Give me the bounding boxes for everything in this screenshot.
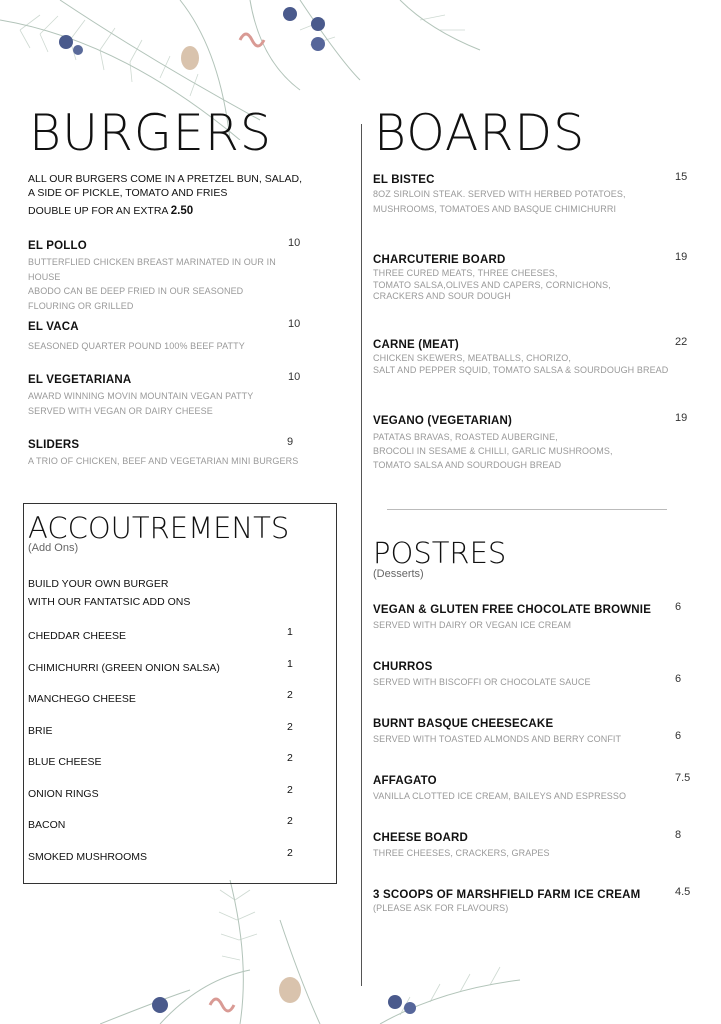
item-desc: VANILLA CLOTTED ICE CREAM, BAILEYS AND ESPRESSO bbox=[373, 791, 627, 801]
postres-title: POSTRES bbox=[373, 536, 507, 570]
menu-item bbox=[373, 828, 693, 861]
item-desc: SERVED WITH DAIRY OR VEGAN ICE CREAM bbox=[373, 620, 572, 630]
item-price: 19 bbox=[675, 412, 688, 424]
item-price: 6 bbox=[675, 730, 682, 742]
addon-item bbox=[28, 752, 298, 784]
addon-name: ONION RINGS bbox=[28, 787, 99, 800]
addon-name: BRIE bbox=[28, 724, 53, 737]
menu-item bbox=[373, 170, 693, 216]
item-price: 6 bbox=[675, 601, 682, 613]
item-desc: A TRIO OF CHICKEN, BEEF AND VEGETARIAN MINI BURGERS bbox=[28, 456, 299, 466]
double-up-line bbox=[28, 204, 302, 218]
item-desc: ABODO CAN BE DEEP FRIED IN OUR SEASONED bbox=[28, 286, 244, 296]
item-price: 9 bbox=[287, 436, 294, 448]
item-desc: TOMATO SALSA AND SOURDOUGH BREAD bbox=[373, 460, 562, 470]
menu-item bbox=[373, 771, 693, 804]
addon-name: BLUE CHEESE bbox=[28, 756, 102, 768]
accoutrements-intro bbox=[28, 575, 190, 611]
addon-name: BACON bbox=[28, 819, 66, 831]
item-desc: AWARD WINNING MOVIN MOUNTAIN VEGAN PATTY bbox=[28, 391, 254, 401]
accoutrements-subtitle: (Add Ons) bbox=[28, 542, 79, 554]
item-name: EL BISTEC bbox=[373, 174, 435, 186]
addon-name: CHIMICHURRI (GREEN ONION SALSA) bbox=[28, 661, 220, 674]
item-price: 8 bbox=[675, 829, 682, 841]
double-up-price: 2.50 bbox=[170, 205, 194, 217]
addon-item bbox=[28, 784, 298, 816]
intro-line: ALL OUR BURGERS COME IN A PRETZEL BUN, SALAD, bbox=[28, 173, 303, 185]
addon-item bbox=[28, 847, 298, 879]
addon-price: 2 bbox=[287, 752, 293, 764]
item-name: 3 SCOOPS OF MARSHFIELD FARM ICE CREAM bbox=[373, 889, 641, 901]
item-name: SLIDERS bbox=[28, 439, 80, 451]
item-desc: MUSHROOMS, TOMATOES AND BASQUE CHIMICHURRI bbox=[373, 203, 617, 214]
intro-line: BUILD YOUR OWN BURGER bbox=[28, 578, 169, 590]
addon-price: 1 bbox=[287, 626, 293, 638]
item-desc: SERVED WITH BISCOFFI OR CHOCOLATE SAUCE bbox=[373, 677, 591, 687]
addon-name: SMOKED MUSHROOMS bbox=[28, 850, 148, 863]
item-name: EL POLLO bbox=[28, 240, 87, 252]
item-price: 4.5 bbox=[675, 886, 691, 898]
item-desc: SALT AND PEPPER SQUID, TOMATO SALSA & SOURDOUGH BREAD bbox=[373, 364, 669, 375]
column-divider bbox=[361, 124, 362, 986]
addon-item bbox=[28, 689, 298, 721]
item-desc: CHICKEN SKEWERS, MEATBALLS, CHORIZO, bbox=[373, 353, 571, 363]
menu-item bbox=[28, 370, 308, 418]
burgers-intro bbox=[28, 172, 302, 218]
addon-price: 2 bbox=[287, 783, 293, 796]
item-price: 22 bbox=[675, 336, 688, 348]
item-desc: SEASONED QUARTER POUND 100% BEEF PATTY bbox=[28, 341, 245, 351]
item-name: BURNT BASQUE CHEESECAKE bbox=[373, 718, 554, 730]
item-desc: SERVED WITH VEGAN OR DAIRY CHEESE bbox=[28, 405, 213, 416]
addon-item bbox=[28, 815, 298, 847]
intro-line: A SIDE OF PICKLE, TOMATO AND FRIES bbox=[28, 187, 228, 199]
item-desc: (PLEASE ASK FOR FLAVOURS) bbox=[373, 903, 509, 913]
double-up-text: DOUBLE UP FOR AN EXTRA bbox=[28, 205, 171, 217]
boards-title: BOARDS bbox=[374, 104, 586, 162]
item-name: VEGAN & GLUTEN FREE CHOCOLATE BROWNIE bbox=[373, 604, 652, 616]
item-desc: CRACKERS AND SOUR DOUGH bbox=[373, 291, 511, 301]
item-price: 7.5 bbox=[675, 772, 691, 784]
item-name: EL VEGETARIANA bbox=[28, 374, 132, 386]
intro-line: WITH OUR FANTATSIC ADD ONS bbox=[28, 596, 191, 608]
menu-item bbox=[373, 411, 693, 472]
menu-item bbox=[373, 714, 693, 747]
section-divider bbox=[387, 509, 667, 510]
item-desc: SERVED WITH TOASTED ALMONDS AND BERRY CONFIT bbox=[373, 734, 622, 744]
addon-name: MANCHEGO CHEESE bbox=[28, 693, 136, 705]
menu-item bbox=[373, 335, 693, 376]
item-name: CARNE (MEAT) bbox=[373, 339, 459, 351]
addon-price: 2 bbox=[287, 720, 293, 733]
addon-name: CHEDDAR CHEESE bbox=[28, 630, 127, 642]
item-name: AFFAGATO bbox=[373, 775, 437, 787]
item-desc: TOMATO SALSA,OLIVES AND CAPERS, CORNICHONS, bbox=[373, 279, 611, 290]
item-desc: BROCOLI IN SESAME & CHILLI, GARLIC MUSHROOMS, bbox=[373, 446, 613, 456]
item-price: 6 bbox=[675, 673, 682, 685]
addon-price: 2 bbox=[287, 689, 293, 701]
item-desc: THREE CURED MEATS, THREE CHEESES, bbox=[373, 268, 558, 278]
item-name: CHURROS bbox=[373, 661, 433, 673]
item-desc: PATATAS BRAVAS, ROASTED AUBERGINE, bbox=[373, 432, 558, 442]
burgers-title: BURGERS bbox=[29, 104, 272, 162]
item-price: 10 bbox=[288, 318, 301, 330]
item-name: EL VACA bbox=[28, 321, 79, 333]
menu-item bbox=[373, 250, 693, 303]
item-price: 10 bbox=[288, 371, 301, 383]
addon-price: 2 bbox=[287, 846, 293, 859]
item-name: VEGANO (VEGETARIAN) bbox=[373, 415, 513, 427]
item-name: CHARCUTERIE BOARD bbox=[373, 254, 506, 266]
menu-item bbox=[28, 236, 308, 313]
item-desc: 8OZ SIRLOIN STEAK. SERVED WITH HERBED POTATOES, bbox=[373, 189, 626, 199]
addon-item bbox=[28, 626, 298, 658]
item-price: 10 bbox=[288, 237, 301, 249]
addon-list bbox=[28, 626, 298, 878]
item-price: 15 bbox=[675, 171, 688, 183]
item-name: CHEESE BOARD bbox=[373, 832, 469, 844]
menu-item bbox=[373, 657, 693, 690]
addon-price: 2 bbox=[287, 815, 293, 827]
item-price: 19 bbox=[675, 251, 688, 263]
menu-item bbox=[28, 317, 308, 354]
item-desc: BUTTERFLIED CHICKEN BREAST MARINATED IN OUR IN HOUSE bbox=[28, 257, 276, 282]
menu-item bbox=[373, 600, 693, 633]
menu-item bbox=[28, 435, 308, 469]
item-desc: THREE CHEESES, CRACKERS, GRAPES bbox=[373, 848, 550, 858]
menu-item bbox=[373, 885, 693, 913]
addon-item bbox=[28, 658, 298, 690]
accoutrements-title: ACCOUTREMENTS bbox=[28, 511, 290, 545]
item-desc: FLOURING OR GRILLED bbox=[28, 300, 134, 311]
addon-item bbox=[28, 721, 298, 753]
addon-price: 1 bbox=[287, 657, 293, 670]
postres-subtitle: (Desserts) bbox=[373, 568, 424, 580]
